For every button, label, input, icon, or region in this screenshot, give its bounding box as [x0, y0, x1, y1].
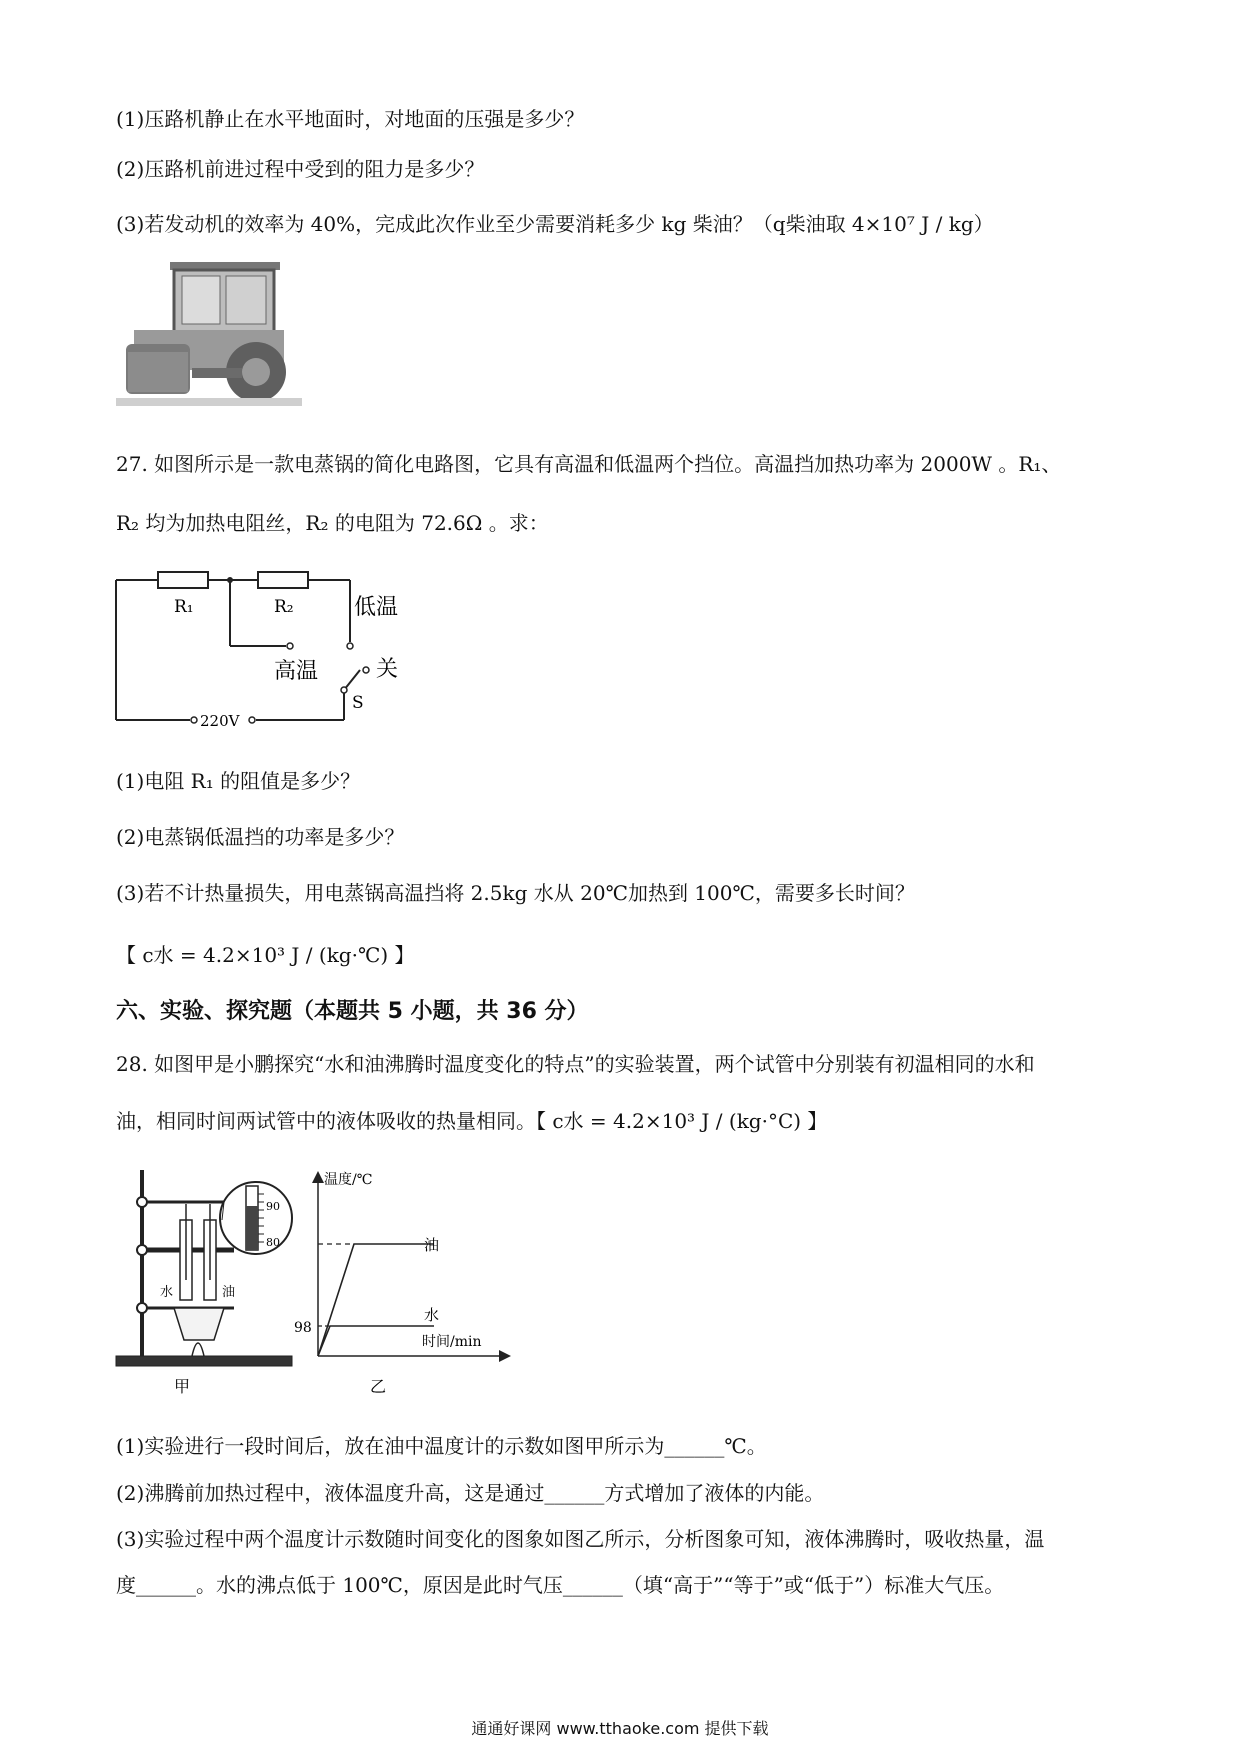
power-terminal-left: [191, 717, 197, 723]
high-temp-label: 高温: [274, 659, 319, 684]
q28-subquestion-3-line-2: 度______。水的沸点低于 100℃，原因是此时气压______（填“高于”“等于”或“低于”）标准大气压。: [116, 1573, 1005, 1597]
q28-intro-line-1: 28. 如图甲是小鹏探究“水和油沸腾时温度变化的特点”的实验装置，两个试管中分别装有初温相同的水和: [116, 1052, 1035, 1076]
graph-ylabel: 温度/℃: [324, 1172, 373, 1188]
q28-subquestion-2: (2)沸腾前加热过程中，液体温度升高，这是通过______方式增加了液体的内能。: [116, 1481, 825, 1505]
terminal-low: [347, 643, 353, 649]
burner-flame: [192, 1343, 204, 1356]
q28-intro-line-2: 油，相同时间两试管中的液体吸收的热量相同。【 c水 = 4.2×10³ J / (kg·°C) 】: [116, 1109, 828, 1133]
r1-label: R₁: [174, 597, 194, 617]
off-label: 关: [376, 657, 399, 682]
figure-jia-apparatus: [114, 1160, 294, 1400]
water-label: 水: [160, 1285, 174, 1300]
q27-subquestion-1: (1)电阻 R₁ 的阻值是多少？: [116, 769, 361, 793]
q28-subquestion-3-line-1: (3)实验过程中两个温度计示数随时间变化的图象如图乙所示，分析图象可知，液体沸腾时，吸收热量，温: [116, 1527, 1045, 1551]
switch-lever: [344, 670, 360, 690]
r2-label: R₂: [274, 597, 294, 617]
circuit-diagram: [110, 560, 420, 735]
q27-subquestion-3: (3)若不计热量损失，用电蒸锅高温挡将 2.5kg 水从 20℃加热到 100℃，需要多长时间？: [116, 881, 915, 905]
power-terminal-right: [249, 717, 255, 723]
resistor-r1: [158, 572, 208, 588]
section-6-heading: 六、实验、探究题（本题共 5 小题，共 36 分）: [116, 999, 589, 1024]
mercury-column: [246, 1206, 258, 1250]
switch-pivot: [341, 687, 347, 693]
figure-jia-caption: 甲: [174, 1377, 191, 1396]
water-curve-label: 水: [424, 1306, 440, 1324]
oil-curve-label: 油: [424, 1236, 440, 1254]
q27-intro-line-2: R₂ 均为加热电阻丝，R₂ 的电阻为 72.6Ω 。求：: [116, 511, 549, 535]
y-tick-98: 98: [294, 1320, 312, 1336]
voltage-label: 220V: [200, 712, 240, 730]
q26-subquestion-1: (1)压路机静止在水平地面时，对地面的压强是多少？: [116, 107, 585, 131]
switch-label: S: [352, 693, 364, 713]
low-temp-label: 低温: [354, 595, 399, 620]
page-footer: 通通好课网 www.tthaoke.com 提供下载: [471, 1719, 769, 1738]
q27-subquestion-2: (2)电蒸锅低温挡的功率是多少？: [116, 825, 405, 849]
road-roller-photo: [116, 252, 302, 412]
figure-yi-caption: 乙: [370, 1377, 387, 1396]
scale-label-90: 90: [266, 1200, 280, 1213]
water-curve: [318, 1326, 434, 1356]
oil-label: 油: [222, 1285, 236, 1300]
figure-yi-graph: [294, 1160, 514, 1400]
q27-given-specific-heat: 【 c水 = 4.2×10³ J / (kg·℃) 】: [116, 943, 415, 967]
junction-dot: [227, 577, 233, 583]
terminal-off: [363, 667, 369, 673]
q28-subquestion-1: (1)实验进行一段时间后，放在油中温度计的示数如图甲所示为______℃。: [116, 1434, 767, 1458]
q26-subquestion-3: (3)若发动机的效率为 40%，完成此次作业至少需要消耗多少 kg 柴油？（q柴油取 4×10⁷ J / kg）: [116, 212, 994, 236]
graph-xlabel: 时间/min: [422, 1334, 482, 1350]
terminal-high: [287, 643, 293, 649]
q27-intro-line-1: 27. 如图所示是一款电蒸锅的简化电路图，它具有高温和低温两个挡位。高温挡加热功率为 2000W 。R₁、: [116, 452, 1062, 476]
beaker: [174, 1308, 224, 1340]
q26-subquestion-2: (2)压路机前进过程中受到的阻力是多少？: [116, 157, 485, 181]
scale-label-80: 80: [266, 1236, 280, 1249]
stand-base: [116, 1356, 292, 1366]
resistor-r2: [258, 572, 308, 588]
oil-curve: [318, 1244, 434, 1356]
